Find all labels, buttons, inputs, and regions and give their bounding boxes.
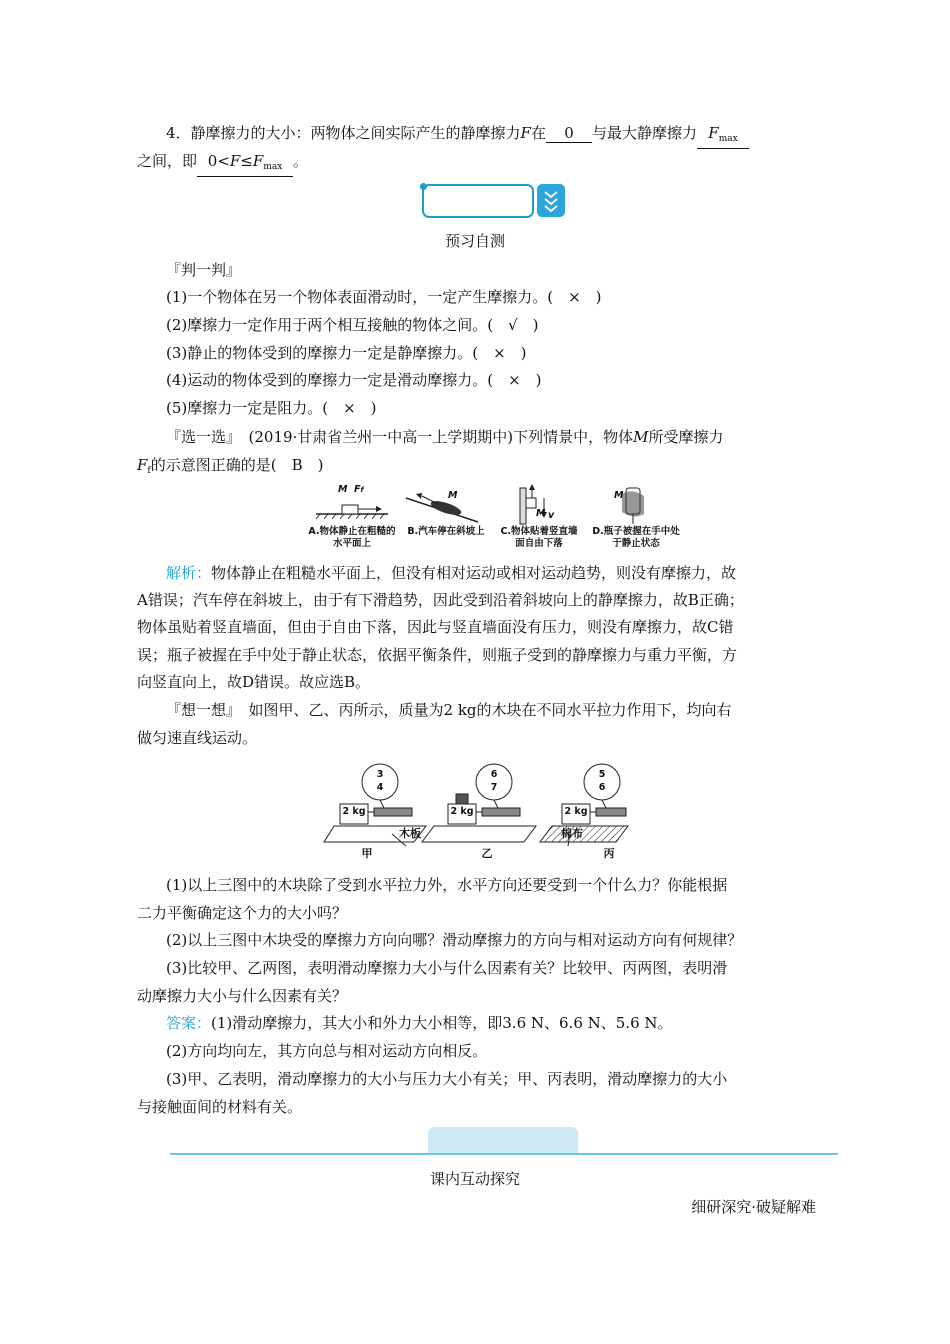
choice-figure: M Ff M M v M A.物体静止在粗糙的水平面上 B.汽车停在斜坡上 C.物体贴着竖直墙面自由下落 D.瓶子被握在手中处于静止状态: [308, 484, 688, 554]
analysis-line: 物体虽贴着竖直墙面，但由于自由下落，因此与竖直墙面没有压力，则没有摩擦力，故C错: [137, 618, 734, 636]
answer-line: 与接触面间的材料有关。: [137, 1098, 303, 1116]
question-line: 二力平衡确定这个力的大小吗？: [137, 904, 348, 922]
section-header-box: [422, 184, 534, 218]
dial-digit: 6: [598, 782, 606, 793]
think-line2: 做匀速直线运动。: [137, 729, 258, 747]
dial-digit: 5: [598, 769, 606, 780]
judge-item: (5)摩擦力一定是阻力。( × ): [166, 399, 377, 417]
chevron-down-icon: [537, 184, 565, 217]
fig-label-bing: 丙: [603, 847, 615, 860]
analysis-line: 误；瓶子被握在手中处于静止状态，依据平衡条件，则瓶子受到的静摩擦力与重力平衡，方: [137, 646, 738, 664]
fig-label-jia: 甲: [361, 847, 373, 860]
analysis-line: 向竖直向上，故D错误。故应选B。: [137, 673, 371, 691]
var-F: F: [520, 124, 531, 142]
friction-figure: [322, 760, 632, 864]
question-line: 动摩擦力大小与什么因素有关？: [137, 987, 348, 1005]
dial-digit: 3: [376, 769, 384, 780]
question-line: (2)以上三图中木块受的摩擦力方向向哪？滑动摩擦力的方向与相对运动方向有何规律？: [166, 931, 743, 949]
judge-item: (3)静止的物体受到的摩擦力一定是静摩擦力。( × ): [166, 344, 527, 362]
section-title: 课内互动探究: [429, 1170, 520, 1188]
caption-c: C.物体贴着竖直墙面自由下落: [500, 526, 578, 549]
label-Ff: Ff: [354, 484, 364, 495]
judge-item: (2)摩擦力一定作用于两个相互接触的物体之间。( √ ): [166, 316, 539, 334]
answer-line: (2)方向均向左，其方向总与相对运动方向相反。: [166, 1042, 488, 1060]
item4-line2: 之间，即 $0<F\le F_{max}$ 。: [137, 148, 817, 177]
wood-label: 木板: [399, 827, 421, 840]
analysis-line: 解析：物体静止在粗糙水平面上，但没有相对运动或相对运动趋势，则没有摩擦力，故: [166, 564, 737, 582]
answer-line: (3)甲、乙表明，滑动摩擦力的大小与压力大小有关；甲、丙表明，滑动摩擦力的大小: [166, 1070, 728, 1088]
choose-line1: 『选一选』 (2019·甘肃省兰州一中高一上学期期中)下列情景中，物体M所受摩擦力: [166, 428, 724, 446]
mass-label: 2 kg: [342, 806, 366, 817]
think-line1: 『想一想』 如图甲、乙、丙所示，质量为2 kg的木块在不同水平拉力作用下，均向右: [166, 701, 732, 719]
judge-heading: 『判一判』: [166, 261, 242, 279]
section-tab: [428, 1127, 578, 1154]
question-line: (1)以上三图中的木块除了受到水平拉力外，水平方向还要受到一个什么力？你能根据: [166, 876, 728, 894]
mass-label: 2 kg: [564, 806, 588, 817]
fig-label-yi: 乙: [481, 847, 493, 860]
blank-inequality: $0<F\le F_{max}$: [197, 152, 293, 177]
judge-item: (4)运动的物体受到的摩擦力一定是滑动摩擦力。( × ): [166, 371, 542, 389]
section-divider: [170, 1153, 838, 1155]
dot-icon: [420, 183, 427, 190]
cloth-label: 棉布: [561, 827, 583, 840]
analysis-label: 解析：: [166, 564, 212, 582]
caption-a: A.物体静止在粗糙的水平面上: [308, 526, 396, 549]
item4-line1: 4．静摩擦力的大小：两物体之间实际产生的静摩擦力F在 0 与最大静摩擦力 $F_{max}$: [166, 120, 846, 149]
answer-line: 答案：(1)滑动摩擦力，其大小和外力大小相等，即3.6 N、6.6 N、5.6 N。: [166, 1014, 673, 1032]
dial-digit: 4: [376, 782, 384, 793]
answer-label: 答案：: [166, 1014, 212, 1032]
section-subtitle: 细研深究·破疑解难: [691, 1198, 816, 1216]
dial-digit: 7: [490, 782, 498, 793]
caption-b: B.汽车停在斜坡上: [407, 526, 485, 537]
question-line: (3)比较甲、乙两图，表明滑动摩擦力大小与什么因素有关？比较甲、丙两图，表明滑: [166, 959, 728, 977]
dial-digit: 6: [490, 769, 498, 780]
mass-label: 2 kg: [450, 806, 474, 817]
analysis-line: A错误；汽车停在斜坡上，由于有下滑趋势，因此受到沿着斜坡向上的静摩擦力，故B正确；: [137, 591, 744, 609]
caption-d: D.瓶子被握在手中处于静止状态: [592, 526, 680, 549]
choose-line2: $F_f$的示意图正确的是( B ): [137, 456, 324, 476]
section-title: 预习自测: [444, 232, 505, 250]
blank-0: 0: [546, 124, 592, 143]
judge-item: (1)一个物体在另一个物体表面滑动时，一定产生摩擦力。( × ): [166, 288, 602, 306]
blank-fmax: $F_{max}$: [697, 124, 749, 149]
